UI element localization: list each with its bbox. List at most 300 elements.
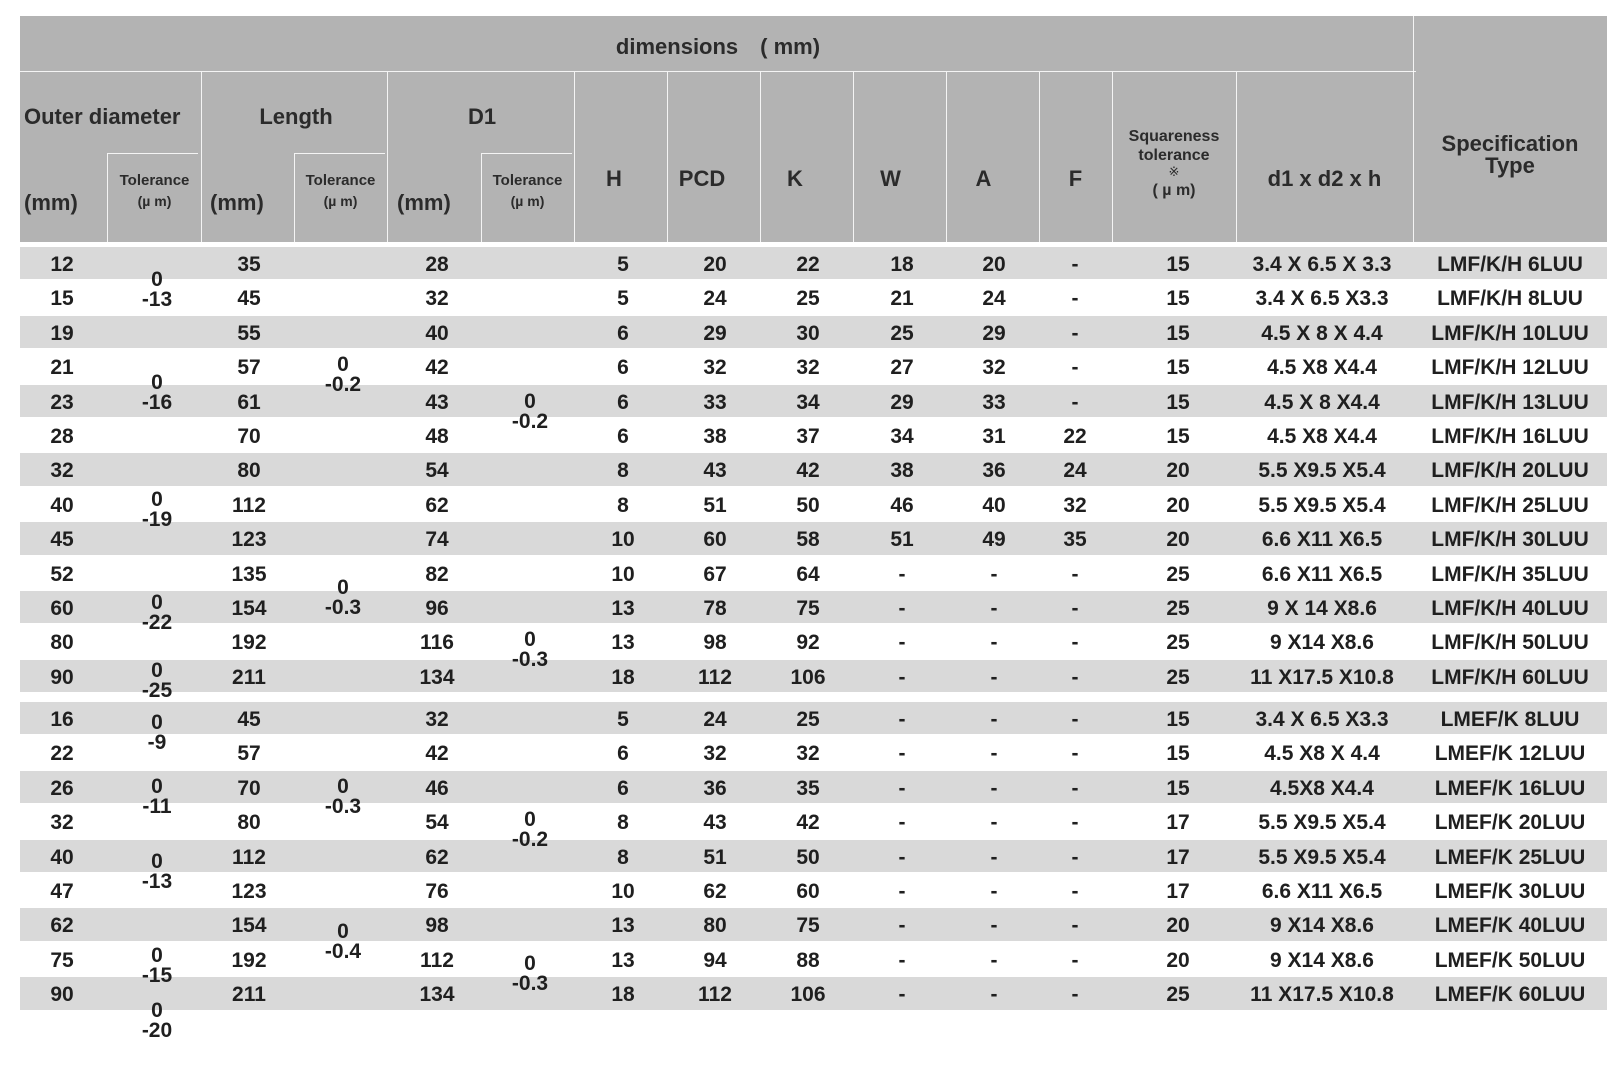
cell-d1d2h: 11 X17.5 X10.8 [1250, 665, 1394, 689]
cell-w: - [898, 914, 906, 938]
cell-w: - [898, 845, 906, 869]
cell-h: 18 [611, 665, 635, 689]
cell-d1: 82 [425, 562, 449, 586]
cell-k: 75 [796, 597, 820, 620]
cell-w: 46 [890, 493, 914, 517]
length-tolerance [303, 922, 383, 962]
cell-outer-diameter: 12 [50, 253, 74, 276]
cell-f: - [1071, 776, 1079, 800]
cell-d1: 43 [425, 390, 449, 414]
cell-outer-diameter: 40 [50, 845, 74, 869]
d1-tolerance [490, 392, 570, 432]
cell-spec-type: LMF/K/H 35LUU [1431, 562, 1589, 586]
cell-k: 37 [796, 425, 820, 448]
tolerance-lower: -15 [141, 963, 173, 987]
cell-length: 211 [232, 665, 266, 689]
tolerance-lower: -19 [141, 507, 173, 531]
cell-d1d2h: 3.4 X 6.5 X3.3 [1255, 708, 1389, 731]
cell-d1d2h: 4.5 X8 X4.4 [1267, 356, 1377, 380]
cell-length: 154 [231, 597, 267, 620]
cell-a: 20 [982, 253, 1006, 276]
tolerance-upper: 0 [151, 659, 163, 682]
tolerance-upper: 0 [524, 390, 536, 413]
length-tolerance [303, 777, 383, 817]
cell-d1d2h: 4.5X8 X4.4 [1270, 776, 1374, 800]
d1-tolerance [490, 630, 570, 670]
spec-type-header-1: Specification [1441, 131, 1579, 156]
cell-outer-diameter: 32 [50, 811, 74, 835]
cell-d1: 32 [425, 708, 449, 731]
cell-length: 80 [237, 459, 261, 483]
cell-d1: 42 [425, 742, 449, 766]
cell-squareness: 25 [1166, 631, 1190, 655]
cell-h: 6 [617, 390, 629, 414]
cell-length: 123 [231, 880, 267, 903]
cell-w: 38 [890, 459, 914, 483]
cell-h: 5 [617, 253, 629, 276]
cell-d1: 40 [425, 321, 449, 345]
cell-squareness: 25 [1166, 665, 1190, 689]
cell-outer-diameter: 23 [50, 390, 74, 414]
cell-squareness: 17 [1166, 845, 1190, 869]
cell-pcd: 29 [703, 321, 727, 345]
outer-tolerance [117, 1001, 197, 1041]
cell-pcd: 80 [703, 914, 727, 938]
squareness-header-3: ※ [1168, 164, 1180, 179]
cell-d1: 42 [425, 356, 449, 380]
cell-spec-type: LMF/K/H 40LUU [1431, 597, 1589, 620]
cell-h: 6 [617, 425, 629, 448]
tolerance-upper: 0 [337, 775, 349, 798]
cell-spec-type: LMF/K/H 10LUU [1431, 321, 1589, 345]
k-header: K [787, 166, 803, 191]
cell-h: 8 [617, 459, 629, 483]
cell-d1: 116 [420, 631, 454, 655]
cell-length: 112 [232, 845, 266, 869]
outer-diameter-header: Outer diameter [24, 104, 181, 129]
cell-a: - [990, 811, 998, 835]
cell-outer-diameter: 26 [50, 776, 74, 800]
tolerance-upper: 0 [337, 920, 349, 943]
cell-spec-type: LMF/K/H 60LUU [1431, 665, 1589, 689]
tolerance-lower: -13 [141, 869, 173, 893]
cell-outer-diameter: 90 [50, 665, 74, 689]
cell-outer-diameter: 21 [50, 356, 74, 380]
cell-h: 6 [617, 742, 629, 766]
cell-spec-type: LMEF/K 60LUU [1434, 983, 1586, 1007]
cell-squareness: 15 [1166, 253, 1190, 276]
cell-f: - [1071, 390, 1079, 414]
cell-k: 32 [796, 742, 820, 766]
outer-tolerance [117, 852, 197, 892]
cell-squareness: 17 [1166, 811, 1190, 835]
cell-f: - [1071, 708, 1079, 731]
cell-a: - [990, 708, 998, 731]
cell-k: 25 [796, 287, 820, 311]
cell-d1: 62 [425, 493, 449, 517]
cell-spec-type: LMEF/K 50LUU [1434, 948, 1586, 972]
cell-squareness: 20 [1166, 493, 1190, 517]
spec-type-header-2: Type [1485, 153, 1535, 178]
cell-a: - [990, 597, 998, 620]
cell-length: 45 [237, 287, 261, 311]
cell-spec-type: LMF/K/H 12LUU [1431, 356, 1589, 380]
cell-pcd: 60 [703, 528, 727, 552]
cell-outer-diameter: 40 [50, 493, 74, 517]
cell-f: - [1071, 356, 1079, 380]
cell-d1: 28 [425, 253, 449, 276]
cell-squareness: 15 [1166, 321, 1190, 345]
tolerance-upper: 0 [337, 353, 349, 376]
cell-f: 35 [1063, 528, 1087, 552]
cell-d1d2h: 9 X 14 X8.6 [1267, 597, 1377, 620]
cell-h: 10 [611, 528, 635, 552]
cell-f: - [1071, 287, 1079, 311]
cell-spec-type: LMF/K/H 16LUU [1431, 425, 1589, 448]
tolerance-lower: -0.4 [324, 939, 362, 963]
cell-outer-diameter: 62 [50, 914, 74, 938]
cell-k: 50 [796, 845, 820, 869]
d1-unit: (mm) [397, 190, 451, 215]
cell-k: 42 [796, 811, 820, 835]
cell-a: 33 [982, 390, 1006, 414]
tolerance-upper: 0 [151, 944, 163, 967]
cell-d1: 98 [425, 914, 449, 938]
cell-a: 40 [982, 493, 1006, 517]
tolerance-upper: 0 [151, 850, 163, 873]
tolerance-upper: 0 [337, 576, 349, 599]
cell-pcd: 62 [703, 880, 727, 903]
cell-d1: 134 [419, 983, 455, 1007]
cell-length: 57 [237, 356, 261, 380]
cell-d1d2h: 3.4 X 6.5 X3.3 [1255, 287, 1389, 311]
tolerance-lower: -0.3 [511, 971, 549, 995]
cell-outer-diameter: 75 [50, 948, 74, 972]
cell-pcd: 20 [703, 253, 727, 276]
cell-pcd: 51 [703, 845, 727, 869]
cell-outer-diameter: 19 [50, 321, 74, 345]
cell-k: 60 [796, 880, 820, 903]
length-header: Length [259, 104, 333, 129]
squareness-header-4: ( µ m) [1152, 182, 1196, 199]
cell-squareness: 20 [1166, 914, 1190, 938]
cell-a: 32 [982, 356, 1006, 380]
cell-w: 51 [890, 528, 914, 552]
cell-length: 70 [237, 425, 261, 448]
cell-w: - [898, 948, 906, 972]
cell-squareness: 15 [1166, 708, 1190, 731]
cell-k: 34 [796, 390, 820, 414]
cell-d1d2h: 6.6 X11 X6.5 [1261, 528, 1383, 552]
cell-d1d2h: 4.5 X8 X 4.4 [1264, 742, 1380, 766]
tolerance-lower: -0.2 [324, 372, 362, 396]
outer-tolerance [117, 593, 197, 633]
outer-tolerance [117, 946, 197, 986]
cell-length: 80 [237, 811, 261, 835]
cell-spec-type: LMF/K/H 13LUU [1431, 390, 1589, 414]
cell-outer-diameter: 32 [50, 459, 74, 483]
d1-tolerance [490, 954, 570, 994]
outer-diameter-unit: (mm) [24, 190, 78, 215]
cell-h: 5 [617, 708, 629, 731]
cell-f: 32 [1063, 493, 1087, 517]
tolerance-lower: -11 [142, 794, 172, 818]
cell-squareness: 25 [1166, 597, 1190, 620]
cell-w: - [898, 597, 906, 620]
cell-w: - [898, 708, 906, 731]
tolerance-upper: 0 [151, 488, 163, 511]
cell-a: - [990, 562, 998, 586]
cell-d1d2h: 9 X14 X8.6 [1270, 914, 1374, 938]
cell-d1d2h: 9 X14 X8.6 [1270, 631, 1374, 655]
outer-tolerance [117, 490, 197, 530]
cell-w: - [898, 631, 906, 655]
cell-w: 29 [890, 390, 914, 414]
d1-tolerance [490, 810, 570, 850]
cell-pcd: 67 [703, 562, 727, 586]
cell-pcd: 51 [703, 493, 727, 517]
cell-pcd: 43 [703, 459, 727, 483]
cell-w: - [898, 562, 906, 586]
cell-k: 50 [796, 493, 820, 517]
cell-h: 6 [617, 321, 629, 345]
cell-pcd: 36 [703, 776, 727, 800]
cell-w: 27 [890, 356, 914, 380]
tolerance-lower: -0.3 [324, 794, 362, 818]
cell-h: 8 [617, 493, 629, 517]
a-header: A [975, 166, 992, 191]
cell-length: 112 [232, 493, 266, 517]
cell-d1: 112 [420, 948, 454, 972]
cell-w: 25 [890, 321, 914, 345]
tolerance-upper: 0 [151, 999, 163, 1022]
cell-f: - [1071, 321, 1079, 345]
cell-squareness: 20 [1166, 528, 1190, 552]
cell-k: 88 [796, 948, 820, 972]
cell-f: - [1071, 253, 1079, 276]
cell-a: - [990, 776, 998, 800]
cell-pcd: 24 [703, 708, 727, 731]
cell-h: 5 [617, 287, 629, 311]
cell-spec-type: LMF/K/H 20LUU [1431, 459, 1589, 483]
tolerance-upper: 0 [151, 775, 163, 798]
cell-h: 18 [611, 983, 635, 1007]
cell-d1: 134 [419, 665, 455, 689]
cell-a: - [990, 983, 998, 1007]
cell-pcd: 24 [703, 287, 727, 311]
cell-h: 6 [617, 356, 629, 380]
cell-w: 18 [890, 253, 914, 276]
cell-length: 35 [237, 253, 261, 276]
outer-tolerance [117, 270, 197, 310]
squareness-header-1: Squareness [1128, 128, 1220, 145]
cell-k: 30 [796, 321, 820, 345]
cell-squareness: 15 [1166, 776, 1190, 800]
cell-h: 8 [617, 811, 629, 835]
cell-a: - [990, 914, 998, 938]
cell-f: - [1071, 948, 1079, 972]
table-title: dimensions ( mm) [615, 34, 821, 59]
cell-d1d2h: 9 X14 X8.6 [1270, 948, 1374, 972]
cell-spec-type: LMEF/K 16LUU [1434, 776, 1586, 800]
cell-k: 25 [796, 708, 820, 731]
outer-tolerance-unit: (µ m) [137, 193, 172, 209]
cell-pcd: 32 [703, 742, 727, 766]
cell-outer-diameter: 47 [50, 880, 74, 903]
cell-d1d2h: 4.5 X 8 X4.4 [1264, 390, 1380, 414]
cell-pcd: 33 [703, 390, 727, 414]
tolerance-upper: 0 [151, 591, 163, 614]
cell-pcd: 112 [698, 665, 732, 689]
cell-k: 92 [796, 631, 820, 655]
cell-spec-type: LMF/K/H 6LUU [1437, 253, 1583, 276]
cell-w: 34 [890, 425, 914, 448]
cell-spec-type: LMEF/K 30LUU [1434, 880, 1586, 903]
cell-length: 135 [231, 562, 267, 586]
cell-k: 22 [796, 253, 820, 276]
cell-d1: 76 [425, 880, 449, 903]
cell-outer-diameter: 15 [50, 287, 74, 311]
cell-k: 58 [796, 528, 820, 552]
tolerance-lower: -0.2 [511, 409, 549, 433]
cell-length: 192 [231, 948, 267, 972]
cell-w: - [898, 776, 906, 800]
cell-a: 49 [982, 528, 1006, 552]
cell-spec-type: LMF/K/H 30LUU [1431, 528, 1589, 552]
cell-squareness: 15 [1166, 356, 1190, 380]
length-tolerance [303, 578, 383, 618]
cell-length: 57 [237, 742, 261, 766]
tolerance-upper: 0 [151, 711, 163, 734]
cell-spec-type: LMEF/K 25LUU [1434, 845, 1586, 869]
d1-tolerance-unit: (µ m) [510, 193, 545, 209]
cell-d1d2h: 5.5 X9.5 X5.4 [1258, 811, 1386, 835]
tolerance-lower: -0.3 [324, 595, 362, 619]
cell-f: - [1071, 880, 1079, 903]
cell-d1d2h: 6.6 X11 X6.5 [1261, 880, 1383, 903]
cell-k: 42 [796, 459, 820, 483]
cell-pcd: 94 [703, 948, 727, 972]
tolerance-lower: -0.3 [511, 647, 549, 671]
tolerance-upper: 0 [524, 952, 536, 975]
cell-f: - [1071, 597, 1079, 620]
cell-pcd: 38 [703, 425, 727, 448]
cell-pcd: 43 [703, 811, 727, 835]
cell-length: 192 [231, 631, 267, 655]
cell-d1: 48 [425, 425, 449, 448]
pcd-header: PCD [678, 166, 726, 191]
cell-outer-diameter: 45 [50, 528, 74, 552]
cell-f: 22 [1063, 425, 1087, 448]
outer-tolerance [117, 661, 197, 701]
cell-d1d2h: 5.5 X9.5 X5.4 [1258, 459, 1386, 483]
cell-h: 13 [611, 948, 635, 972]
tolerance-upper: 0 [151, 268, 163, 291]
cell-a: - [990, 665, 998, 689]
cell-d1d2h: 5.5 X9.5 X5.4 [1258, 493, 1386, 517]
cell-k: 75 [796, 914, 820, 938]
cell-a: - [990, 948, 998, 972]
length-tolerance-unit: (µ m) [323, 193, 358, 209]
w-header: W [880, 166, 901, 191]
cell-squareness: 25 [1166, 983, 1190, 1007]
outer-tolerance [117, 713, 197, 753]
cell-a: - [990, 880, 998, 903]
cell-squareness: 25 [1166, 562, 1190, 586]
cell-length: 61 [237, 390, 261, 414]
cell-h: 13 [611, 631, 635, 655]
cell-outer-diameter: 90 [50, 983, 74, 1007]
tolerance-lower: -13 [141, 287, 173, 311]
cell-d1d2h: 6.6 X11 X6.5 [1261, 562, 1383, 586]
cell-squareness: 20 [1166, 948, 1190, 972]
cell-outer-diameter: 16 [50, 708, 74, 731]
tolerance-lower: -0.2 [511, 827, 549, 851]
cell-w: - [898, 811, 906, 835]
cell-d1: 96 [425, 597, 449, 620]
cell-w: - [898, 880, 906, 903]
outer-tolerance-header: Tolerance [119, 172, 190, 189]
cell-w: - [898, 665, 906, 689]
cell-pcd: 32 [703, 356, 727, 380]
cell-length: 55 [237, 321, 261, 345]
cell-outer-diameter: 60 [50, 597, 74, 620]
cell-length: 123 [231, 528, 267, 552]
cell-d1d2h: 4.5 X8 X4.4 [1267, 425, 1377, 448]
cell-spec-type: LMF/K/H 50LUU [1431, 631, 1589, 655]
cell-h: 10 [611, 880, 635, 903]
cell-outer-diameter: 52 [50, 562, 74, 586]
cell-spec-type: LMEF/K 12LUU [1434, 742, 1586, 766]
cell-f: - [1071, 665, 1079, 689]
squareness-header-2: tolerance [1138, 147, 1210, 164]
h-header: H [606, 166, 622, 191]
cell-a: 36 [982, 459, 1006, 483]
cell-d1: 54 [425, 811, 449, 835]
cell-w: - [898, 742, 906, 766]
cell-squareness: 15 [1166, 742, 1190, 766]
cell-f: - [1071, 914, 1079, 938]
cell-w: 21 [890, 287, 914, 311]
cell-a: 24 [982, 287, 1006, 311]
cell-outer-diameter: 28 [50, 425, 74, 448]
cell-d1: 54 [425, 459, 449, 483]
cell-k: 106 [790, 665, 826, 689]
cell-a: - [990, 845, 998, 869]
cell-h: 8 [617, 845, 629, 869]
cell-f: - [1071, 562, 1079, 586]
outer-tolerance [117, 373, 197, 413]
cell-pcd: 98 [703, 631, 727, 655]
cell-outer-diameter: 22 [50, 742, 74, 766]
cell-h: 13 [611, 914, 635, 938]
d1-tolerance-header: Tolerance [492, 172, 563, 189]
tolerance-lower: -16 [141, 390, 173, 414]
cell-k: 35 [796, 776, 820, 800]
cell-pcd: 78 [703, 597, 727, 620]
cell-length: 154 [231, 914, 267, 938]
d1-header: D1 [467, 104, 497, 129]
cell-a: 31 [982, 425, 1006, 448]
cell-a: - [990, 631, 998, 655]
cell-spec-type: LMEF/K 20LUU [1434, 811, 1586, 835]
tolerance-upper: 0 [524, 808, 536, 831]
cell-length: 70 [237, 776, 261, 800]
cell-d1: 32 [425, 287, 449, 311]
cell-d1d2h: 3.4 X 6.5 X 3.3 [1252, 253, 1392, 276]
cell-squareness: 15 [1166, 390, 1190, 414]
tolerance-lower: -25 [141, 678, 173, 702]
